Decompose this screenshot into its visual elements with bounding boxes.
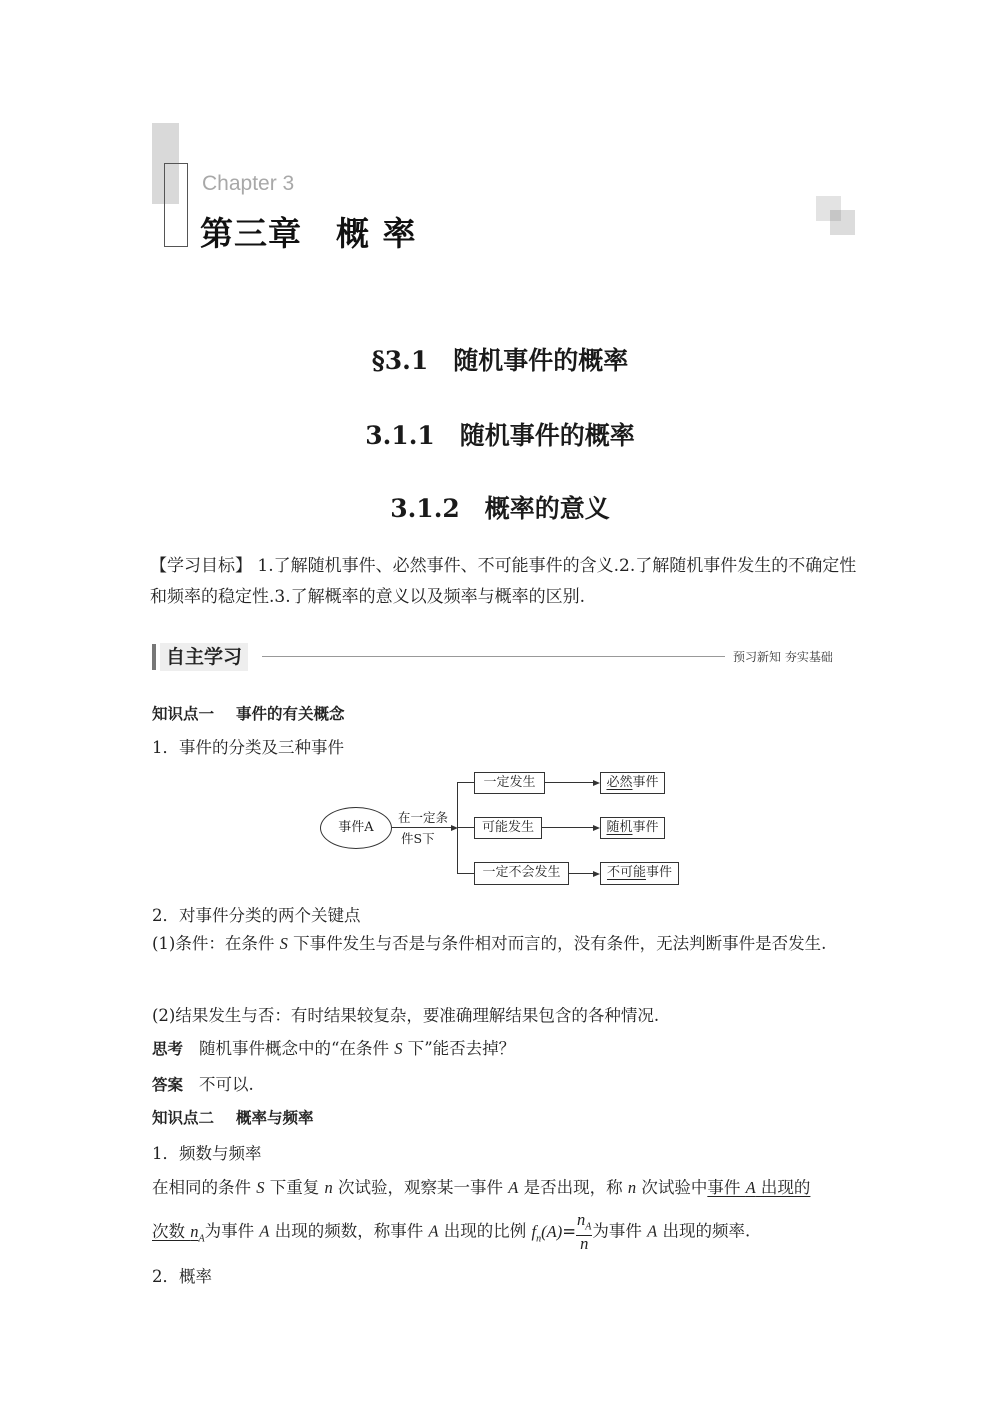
variable: A: [508, 1178, 519, 1197]
learning-goals: [150, 551, 860, 613]
key-phrase: [152, 1221, 205, 1244]
variable: S: [279, 934, 288, 953]
variable: A: [428, 1221, 439, 1241]
numerator: n: [577, 1210, 586, 1229]
arrow-icon: [593, 871, 600, 877]
think-question: [152, 1035, 515, 1059]
learning-goals-label: 【学习目标】: [150, 556, 252, 576]
banner-divider: [262, 656, 725, 657]
text: 下”能否去掉？: [402, 1039, 516, 1058]
denominator: n: [580, 1234, 589, 1254]
kp2-label: 知识点二: [152, 1109, 215, 1127]
arrow-icon: [593, 825, 600, 831]
kp2-item1: 1．频数与频率: [152, 1144, 262, 1163]
text: 生.: [804, 934, 827, 953]
variable: n: [324, 1178, 333, 1197]
result-keyword: 必然: [606, 775, 633, 790]
text: 次试验中: [636, 1178, 708, 1197]
diagram-connector: [457, 873, 474, 874]
text: 次数: [152, 1221, 191, 1241]
banner-bar: [152, 644, 156, 670]
kp2-item2: 2．概率: [152, 1267, 212, 1286]
fraction: [576, 1212, 592, 1252]
subscript: A: [585, 1221, 592, 1233]
frequency-formula: [531, 1210, 593, 1254]
arrow-icon: [593, 780, 600, 786]
learning-goals-text: 1.了解随机事件、必然事件、不可能事件的含义.2.了解随机事件发生的不确定性和频率的稳定性.3.了解概率的意义以及频率与概率的区别.: [150, 556, 857, 607]
variable: S: [256, 1178, 265, 1197]
variable: n: [190, 1221, 199, 1241]
diagram-condition-box: 一定发生: [474, 772, 545, 794]
text: 为事件: [592, 1221, 648, 1241]
banner-title: 自主学习: [160, 643, 248, 671]
decorative-square-overlap: [830, 210, 841, 221]
diagram-condition-box: 一定不会发生: [474, 862, 569, 885]
kp1-label: 知识点一: [152, 705, 215, 723]
result-keyword: 随机: [606, 820, 633, 835]
text: 为事件: [204, 1221, 260, 1241]
result-keyword: 不可能: [606, 865, 646, 880]
text: 是否出现，称: [518, 1178, 628, 1197]
kp1-point1: [152, 928, 852, 959]
kp1-point2: (2)结果发生与否：有时结果较复杂，要准确理解结果包含的各种情况.: [152, 1006, 660, 1025]
kp2-heading: [152, 1106, 314, 1128]
text: 出现的频率.: [657, 1221, 751, 1241]
text: (1)条件：在条件: [152, 934, 280, 953]
answer: [152, 1071, 254, 1095]
diagram-connector: [457, 782, 474, 783]
kp2-definition-line2: [152, 1212, 750, 1252]
subscript: n: [536, 1232, 542, 1244]
chapter-label: Chapter 3: [202, 172, 295, 195]
result-rest: 事件: [632, 820, 659, 835]
diagram-result-box: [600, 772, 665, 794]
result-rest: 事件: [632, 775, 659, 790]
text: 事件: [707, 1178, 746, 1197]
diagram-condition-1: 在一定条: [398, 810, 449, 825]
variable: A: [259, 1221, 270, 1241]
operator: =: [562, 1221, 577, 1241]
kp1-heading: [152, 702, 345, 724]
variable: A: [745, 1178, 756, 1197]
diagram-condition-2: 件S下: [401, 831, 435, 846]
variable: f: [531, 1221, 537, 1241]
diagram-connector: [542, 827, 594, 828]
text: 在相同的条件: [152, 1178, 257, 1197]
variable: S: [394, 1039, 403, 1058]
text: 出现的比例: [438, 1221, 532, 1241]
diagram-source-label: 事件A: [338, 820, 374, 835]
variable: (A): [541, 1221, 563, 1241]
diagram-result-box: [600, 817, 665, 839]
variable: n: [627, 1178, 637, 1197]
kp1-item1: 1．事件的分类及三种事件: [152, 738, 344, 757]
answer-text: 不可以.: [199, 1075, 254, 1094]
variable: A: [647, 1221, 658, 1241]
text: 次试验，观察某一事件: [332, 1178, 509, 1197]
text: 出现的频数，称事件: [269, 1221, 429, 1241]
key-phrase: [707, 1178, 810, 1197]
subscript: A: [198, 1232, 205, 1244]
subsection-heading-2: 3.1.2 概率的意义: [390, 494, 610, 523]
kp1-item2: 2．对事件分类的两个关键点: [152, 906, 361, 925]
kp2-definition-line1: [152, 1174, 810, 1198]
text: 下重复: [264, 1178, 325, 1197]
banner-subtitle: 预习新知 夯实基础: [733, 650, 833, 664]
text: 下事件发生与否是与条件相对而言的，没有条件，无法判断事件是否发: [287, 934, 805, 953]
think-label: 思考: [152, 1040, 184, 1058]
kp1-title: 事件的有关概念: [236, 705, 345, 723]
decorative-outline-box: [164, 163, 188, 247]
subsection-heading-1: 3.1.1 随机事件的概率: [365, 421, 635, 450]
diagram-condition-box: 可能发生: [474, 817, 542, 839]
answer-label: 答案: [152, 1076, 184, 1094]
text: 出现的: [755, 1178, 811, 1197]
diagram-connector: [569, 873, 594, 874]
text: 随机事件概念中的“在条件: [199, 1039, 395, 1058]
chapter-title: 第三章 概 率: [200, 214, 417, 253]
kp2-title: 概率与频率: [236, 1109, 314, 1127]
diagram-connector: [545, 782, 594, 783]
diagram-connector: [457, 827, 474, 828]
diagram-source-node: [320, 807, 392, 849]
diagram-result-box: [600, 862, 679, 885]
result-rest: 事件: [646, 865, 673, 880]
section-heading: §3.1 随机事件的概率: [371, 346, 629, 375]
